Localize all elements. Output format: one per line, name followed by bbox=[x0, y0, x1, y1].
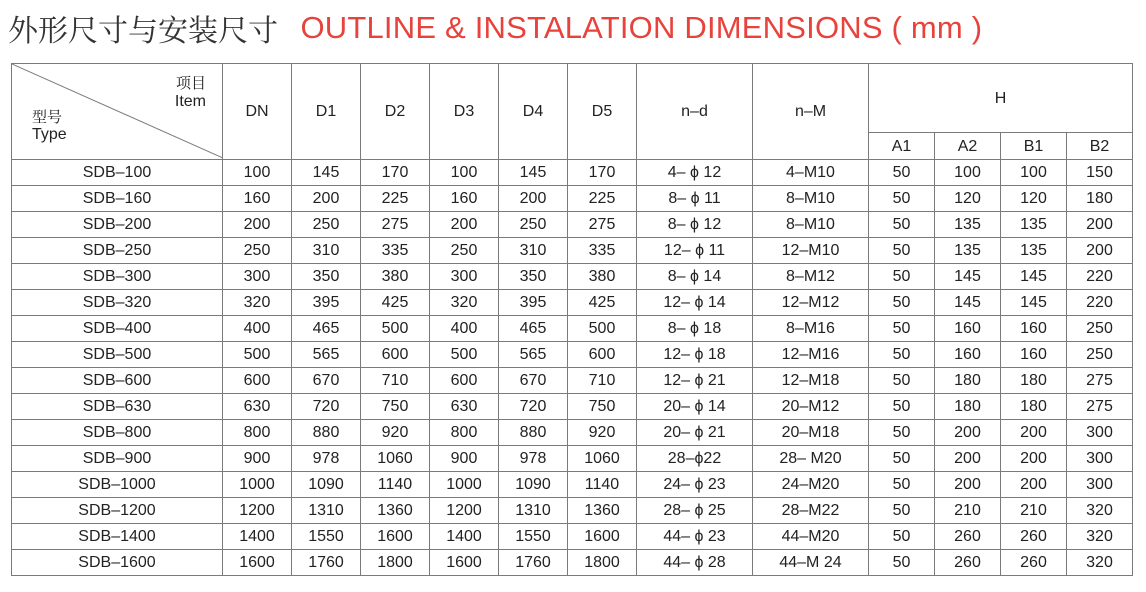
cell-a2: 160 bbox=[935, 342, 1001, 368]
column-header-b2: B2 bbox=[1067, 133, 1133, 160]
cell-dn: 500 bbox=[223, 342, 292, 368]
cell-nm: 8–M16 bbox=[753, 316, 869, 342]
cell-nd: 8– ϕ 18 bbox=[637, 316, 753, 342]
cell-b2: 150 bbox=[1067, 160, 1133, 186]
cell-a2: 260 bbox=[935, 550, 1001, 576]
cell-a2: 200 bbox=[935, 446, 1001, 472]
cell-d2: 275 bbox=[361, 212, 430, 238]
table-row bbox=[12, 264, 1133, 290]
type-item-header bbox=[12, 64, 223, 160]
cell-b2: 180 bbox=[1067, 186, 1133, 212]
cell-nd: 8– ϕ 11 bbox=[637, 186, 753, 212]
cell-b1: 135 bbox=[1001, 238, 1067, 264]
type-label-cn: 型号 bbox=[32, 108, 63, 126]
cell-dn: 630 bbox=[223, 394, 292, 420]
cell-d1: 250 bbox=[292, 212, 361, 238]
cell-d3: 1400 bbox=[430, 524, 499, 550]
column-header-dn: DN bbox=[223, 64, 292, 160]
cell-d4: 565 bbox=[499, 342, 568, 368]
cell-d1: 350 bbox=[292, 264, 361, 290]
cell-b1: 200 bbox=[1001, 446, 1067, 472]
cell-d2: 920 bbox=[361, 420, 430, 446]
cell-d3: 900 bbox=[430, 446, 499, 472]
cell-nd: 12– ϕ 18 bbox=[637, 342, 753, 368]
cell-b2: 250 bbox=[1067, 342, 1133, 368]
cell-nd: 12– ϕ 21 bbox=[637, 368, 753, 394]
cell-type: SDB–400 bbox=[12, 316, 223, 342]
table-body bbox=[12, 160, 1133, 576]
item-label-en: Item bbox=[174, 93, 206, 110]
cell-d5: 600 bbox=[568, 342, 637, 368]
cell-nm: 12–M12 bbox=[753, 290, 869, 316]
cell-d1: 465 bbox=[292, 316, 361, 342]
cell-a1: 50 bbox=[869, 290, 935, 316]
table-row bbox=[12, 238, 1133, 264]
cell-a1: 50 bbox=[869, 316, 935, 342]
cell-type: SDB–1200 bbox=[12, 498, 223, 524]
cell-nm: 8–M10 bbox=[753, 212, 869, 238]
cell-d5: 1140 bbox=[568, 472, 637, 498]
cell-d4: 465 bbox=[499, 316, 568, 342]
cell-d3: 300 bbox=[430, 264, 499, 290]
cell-dn: 600 bbox=[223, 368, 292, 394]
table-row bbox=[12, 420, 1133, 446]
cell-nd: 28– ϕ 25 bbox=[637, 498, 753, 524]
cell-b2: 275 bbox=[1067, 368, 1133, 394]
dimensions-table bbox=[11, 63, 1133, 576]
cell-d1: 395 bbox=[292, 290, 361, 316]
cell-dn: 200 bbox=[223, 212, 292, 238]
cell-b2: 220 bbox=[1067, 264, 1133, 290]
cell-type: SDB–160 bbox=[12, 186, 223, 212]
cell-a1: 50 bbox=[869, 186, 935, 212]
cell-type: SDB–600 bbox=[12, 368, 223, 394]
cell-nm: 8–M12 bbox=[753, 264, 869, 290]
cell-a2: 135 bbox=[935, 238, 1001, 264]
cell-d2: 600 bbox=[361, 342, 430, 368]
cell-dn: 160 bbox=[223, 186, 292, 212]
cell-d2: 710 bbox=[361, 368, 430, 394]
cell-b2: 200 bbox=[1067, 238, 1133, 264]
cell-nd: 20– ϕ 21 bbox=[637, 420, 753, 446]
cell-d5: 710 bbox=[568, 368, 637, 394]
cell-d3: 160 bbox=[430, 186, 499, 212]
cell-d1: 720 bbox=[292, 394, 361, 420]
cell-d3: 630 bbox=[430, 394, 499, 420]
cell-d4: 1760 bbox=[499, 550, 568, 576]
cell-d1: 880 bbox=[292, 420, 361, 446]
table-row bbox=[12, 316, 1133, 342]
cell-d1: 310 bbox=[292, 238, 361, 264]
cell-b1: 135 bbox=[1001, 212, 1067, 238]
cell-d2: 335 bbox=[361, 238, 430, 264]
cell-d2: 425 bbox=[361, 290, 430, 316]
cell-a2: 145 bbox=[935, 264, 1001, 290]
cell-a2: 100 bbox=[935, 160, 1001, 186]
cell-d5: 500 bbox=[568, 316, 637, 342]
cell-a1: 50 bbox=[869, 394, 935, 420]
cell-b2: 220 bbox=[1067, 290, 1133, 316]
cell-a2: 120 bbox=[935, 186, 1001, 212]
cell-b1: 200 bbox=[1001, 420, 1067, 446]
cell-d5: 275 bbox=[568, 212, 637, 238]
cell-a2: 200 bbox=[935, 472, 1001, 498]
cell-d3: 600 bbox=[430, 368, 499, 394]
cell-b1: 210 bbox=[1001, 498, 1067, 524]
cell-dn: 320 bbox=[223, 290, 292, 316]
column-header-n-m: n–M bbox=[753, 64, 869, 160]
type-label-en: Type bbox=[32, 126, 67, 143]
column-header-d5: D5 bbox=[568, 64, 637, 160]
cell-d3: 1200 bbox=[430, 498, 499, 524]
title-english: OUTLINE & INSTALATION DIMENSIONS ( mm ) bbox=[300, 10, 983, 45]
title-chinese: 外形尺寸与安装尺寸 bbox=[8, 14, 278, 49]
cell-d4: 350 bbox=[499, 264, 568, 290]
page-title bbox=[8, 6, 982, 50]
cell-a1: 50 bbox=[869, 446, 935, 472]
cell-nm: 20–M12 bbox=[753, 394, 869, 420]
column-header-a2: A2 bbox=[935, 133, 1001, 160]
column-header-d4: D4 bbox=[499, 64, 568, 160]
cell-d5: 1360 bbox=[568, 498, 637, 524]
cell-b1: 145 bbox=[1001, 290, 1067, 316]
cell-a2: 135 bbox=[935, 212, 1001, 238]
cell-d4: 250 bbox=[499, 212, 568, 238]
cell-b2: 250 bbox=[1067, 316, 1133, 342]
cell-d2: 1060 bbox=[361, 446, 430, 472]
cell-dn: 300 bbox=[223, 264, 292, 290]
cell-d1: 1550 bbox=[292, 524, 361, 550]
cell-b2: 275 bbox=[1067, 394, 1133, 420]
cell-d4: 978 bbox=[499, 446, 568, 472]
cell-b1: 260 bbox=[1001, 524, 1067, 550]
cell-d5: 425 bbox=[568, 290, 637, 316]
cell-type: SDB–1400 bbox=[12, 524, 223, 550]
cell-a1: 50 bbox=[869, 264, 935, 290]
cell-b1: 160 bbox=[1001, 342, 1067, 368]
cell-d5: 335 bbox=[568, 238, 637, 264]
cell-d4: 1310 bbox=[499, 498, 568, 524]
cell-nd: 20– ϕ 14 bbox=[637, 394, 753, 420]
table-row bbox=[12, 290, 1133, 316]
cell-nm: 28–M22 bbox=[753, 498, 869, 524]
cell-d1: 1760 bbox=[292, 550, 361, 576]
cell-d1: 565 bbox=[292, 342, 361, 368]
cell-nm: 20–M18 bbox=[753, 420, 869, 446]
cell-d5: 1800 bbox=[568, 550, 637, 576]
column-header-a1: A1 bbox=[869, 133, 935, 160]
cell-dn: 1200 bbox=[223, 498, 292, 524]
cell-a2: 160 bbox=[935, 316, 1001, 342]
table-row bbox=[12, 446, 1133, 472]
table-row bbox=[12, 212, 1133, 238]
cell-type: SDB–630 bbox=[12, 394, 223, 420]
cell-nm: 24–M20 bbox=[753, 472, 869, 498]
table-row bbox=[12, 160, 1133, 186]
cell-type: SDB–200 bbox=[12, 212, 223, 238]
cell-d3: 500 bbox=[430, 342, 499, 368]
cell-d3: 400 bbox=[430, 316, 499, 342]
cell-type: SDB–1000 bbox=[12, 472, 223, 498]
cell-d5: 380 bbox=[568, 264, 637, 290]
cell-a2: 180 bbox=[935, 368, 1001, 394]
cell-d2: 500 bbox=[361, 316, 430, 342]
cell-b1: 160 bbox=[1001, 316, 1067, 342]
cell-d1: 200 bbox=[292, 186, 361, 212]
cell-d2: 380 bbox=[361, 264, 430, 290]
cell-a2: 210 bbox=[935, 498, 1001, 524]
cell-b2: 320 bbox=[1067, 550, 1133, 576]
cell-dn: 100 bbox=[223, 160, 292, 186]
cell-a1: 50 bbox=[869, 160, 935, 186]
cell-dn: 1600 bbox=[223, 550, 292, 576]
cell-nm: 44–M20 bbox=[753, 524, 869, 550]
cell-nd: 44– ϕ 28 bbox=[637, 550, 753, 576]
cell-d3: 200 bbox=[430, 212, 499, 238]
cell-d5: 920 bbox=[568, 420, 637, 446]
cell-nd: 4– ϕ 12 bbox=[637, 160, 753, 186]
table-row bbox=[12, 550, 1133, 576]
cell-d4: 310 bbox=[499, 238, 568, 264]
table-row bbox=[12, 524, 1133, 550]
item-label-cn: 项目 bbox=[175, 74, 206, 92]
cell-d3: 320 bbox=[430, 290, 499, 316]
cell-a1: 50 bbox=[869, 524, 935, 550]
cell-d1: 145 bbox=[292, 160, 361, 186]
cell-nd: 8– ϕ 12 bbox=[637, 212, 753, 238]
cell-a2: 145 bbox=[935, 290, 1001, 316]
cell-d5: 170 bbox=[568, 160, 637, 186]
cell-d3: 800 bbox=[430, 420, 499, 446]
cell-type: SDB–900 bbox=[12, 446, 223, 472]
cell-d1: 670 bbox=[292, 368, 361, 394]
cell-nm: 8–M10 bbox=[753, 186, 869, 212]
cell-d2: 750 bbox=[361, 394, 430, 420]
cell-d3: 1600 bbox=[430, 550, 499, 576]
cell-dn: 250 bbox=[223, 238, 292, 264]
cell-d2: 1800 bbox=[361, 550, 430, 576]
cell-dn: 1400 bbox=[223, 524, 292, 550]
cell-b1: 145 bbox=[1001, 264, 1067, 290]
cell-nm: 4–M10 bbox=[753, 160, 869, 186]
cell-a1: 50 bbox=[869, 212, 935, 238]
cell-type: SDB–500 bbox=[12, 342, 223, 368]
cell-d4: 145 bbox=[499, 160, 568, 186]
cell-d5: 1600 bbox=[568, 524, 637, 550]
cell-b1: 180 bbox=[1001, 368, 1067, 394]
cell-nd: 8– ϕ 14 bbox=[637, 264, 753, 290]
cell-d1: 1310 bbox=[292, 498, 361, 524]
cell-d1: 1090 bbox=[292, 472, 361, 498]
cell-d4: 395 bbox=[499, 290, 568, 316]
cell-b2: 300 bbox=[1067, 446, 1133, 472]
cell-nm: 12–M16 bbox=[753, 342, 869, 368]
cell-a1: 50 bbox=[869, 238, 935, 264]
cell-nd: 44– ϕ 23 bbox=[637, 524, 753, 550]
cell-d4: 200 bbox=[499, 186, 568, 212]
cell-a2: 180 bbox=[935, 394, 1001, 420]
table-row bbox=[12, 186, 1133, 212]
cell-a1: 50 bbox=[869, 550, 935, 576]
cell-d2: 1360 bbox=[361, 498, 430, 524]
cell-b1: 180 bbox=[1001, 394, 1067, 420]
column-header-d3: D3 bbox=[430, 64, 499, 160]
cell-nd: 28–ϕ22 bbox=[637, 446, 753, 472]
cell-d5: 750 bbox=[568, 394, 637, 420]
cell-b1: 260 bbox=[1001, 550, 1067, 576]
cell-nd: 12– ϕ 14 bbox=[637, 290, 753, 316]
cell-b2: 320 bbox=[1067, 524, 1133, 550]
cell-nd: 24– ϕ 23 bbox=[637, 472, 753, 498]
cell-b1: 100 bbox=[1001, 160, 1067, 186]
column-header-n-d: n–d bbox=[637, 64, 753, 160]
cell-type: SDB–250 bbox=[12, 238, 223, 264]
column-header-b1: B1 bbox=[1001, 133, 1067, 160]
cell-dn: 400 bbox=[223, 316, 292, 342]
cell-dn: 800 bbox=[223, 420, 292, 446]
cell-b2: 300 bbox=[1067, 420, 1133, 446]
cell-b2: 300 bbox=[1067, 472, 1133, 498]
cell-a1: 50 bbox=[869, 472, 935, 498]
cell-d2: 1600 bbox=[361, 524, 430, 550]
column-group-h: H bbox=[869, 64, 1133, 133]
cell-d3: 100 bbox=[430, 160, 499, 186]
column-header-d1: D1 bbox=[292, 64, 361, 160]
cell-d2: 1140 bbox=[361, 472, 430, 498]
cell-b1: 200 bbox=[1001, 472, 1067, 498]
cell-a2: 200 bbox=[935, 420, 1001, 446]
cell-nm: 12–M18 bbox=[753, 368, 869, 394]
cell-d2: 225 bbox=[361, 186, 430, 212]
cell-b2: 200 bbox=[1067, 212, 1133, 238]
cell-d3: 250 bbox=[430, 238, 499, 264]
cell-b2: 320 bbox=[1067, 498, 1133, 524]
cell-type: SDB–1600 bbox=[12, 550, 223, 576]
cell-nd: 12– ϕ 11 bbox=[637, 238, 753, 264]
cell-d2: 170 bbox=[361, 160, 430, 186]
table-row bbox=[12, 472, 1133, 498]
cell-a1: 50 bbox=[869, 368, 935, 394]
cell-dn: 900 bbox=[223, 446, 292, 472]
table-row bbox=[12, 394, 1133, 420]
cell-b1: 120 bbox=[1001, 186, 1067, 212]
cell-a1: 50 bbox=[869, 420, 935, 446]
column-header-d2: D2 bbox=[361, 64, 430, 160]
cell-nm: 12–M10 bbox=[753, 238, 869, 264]
cell-d4: 720 bbox=[499, 394, 568, 420]
cell-nm: 44–M 24 bbox=[753, 550, 869, 576]
cell-d4: 670 bbox=[499, 368, 568, 394]
cell-d4: 1550 bbox=[499, 524, 568, 550]
cell-d1: 978 bbox=[292, 446, 361, 472]
cell-d4: 880 bbox=[499, 420, 568, 446]
cell-dn: 1000 bbox=[223, 472, 292, 498]
table-row bbox=[12, 368, 1133, 394]
cell-a2: 260 bbox=[935, 524, 1001, 550]
cell-a1: 50 bbox=[869, 498, 935, 524]
cell-a1: 50 bbox=[869, 342, 935, 368]
cell-type: SDB–300 bbox=[12, 264, 223, 290]
cell-type: SDB–800 bbox=[12, 420, 223, 446]
table-row bbox=[12, 498, 1133, 524]
cell-d5: 1060 bbox=[568, 446, 637, 472]
cell-d4: 1090 bbox=[499, 472, 568, 498]
cell-type: SDB–100 bbox=[12, 160, 223, 186]
table-row bbox=[12, 342, 1133, 368]
cell-d5: 225 bbox=[568, 186, 637, 212]
cell-nm: 28– M20 bbox=[753, 446, 869, 472]
cell-d3: 1000 bbox=[430, 472, 499, 498]
cell-type: SDB–320 bbox=[12, 290, 223, 316]
